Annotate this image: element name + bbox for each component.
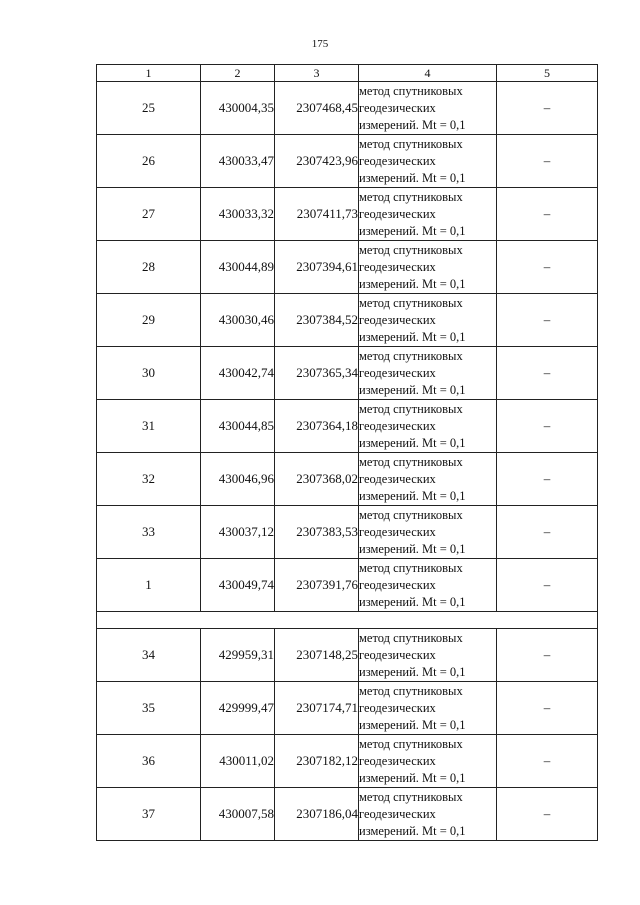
y-coordinate-cell: 2307365,34 <box>275 347 359 400</box>
method-cell <box>359 188 497 241</box>
table-row <box>97 506 598 559</box>
method-line: метод спутниковых <box>359 630 463 645</box>
note-cell: – <box>497 188 598 241</box>
point-number-cell: 30 <box>97 347 201 400</box>
method-line: измерений. Mt = 0,1 <box>359 223 466 238</box>
point-number-cell: 33 <box>97 506 201 559</box>
y-coordinate-cell: 2307182,12 <box>275 735 359 788</box>
note-cell: – <box>497 241 598 294</box>
x-coordinate-cell: 430004,35 <box>201 82 275 135</box>
method-cell <box>359 400 497 453</box>
method-line: метод спутниковых <box>359 736 463 751</box>
method-line: геодезических <box>359 700 436 715</box>
point-number-cell: 35 <box>97 682 201 735</box>
method-cell <box>359 82 497 135</box>
point-number-cell: 29 <box>97 294 201 347</box>
method-line: метод спутниковых <box>359 136 463 151</box>
method-line: геодезических <box>359 259 436 274</box>
point-number-cell: 27 <box>97 188 201 241</box>
note-cell: – <box>497 400 598 453</box>
point-number-cell: 25 <box>97 82 201 135</box>
method-line: измерений. Mt = 0,1 <box>359 117 466 132</box>
note-cell: – <box>497 682 598 735</box>
table-row <box>97 788 598 841</box>
method-line: геодезических <box>359 577 436 592</box>
x-coordinate-cell: 430033,32 <box>201 188 275 241</box>
method-cell <box>359 453 497 506</box>
method-line: измерений. Mt = 0,1 <box>359 594 466 609</box>
method-line: метод спутниковых <box>359 507 463 522</box>
note-cell: – <box>497 788 598 841</box>
y-coordinate-cell: 2307174,71 <box>275 682 359 735</box>
method-line: метод спутниковых <box>359 454 463 469</box>
y-coordinate-cell: 2307391,76 <box>275 559 359 612</box>
x-coordinate-cell: 430033,47 <box>201 135 275 188</box>
x-coordinate-cell: 430007,58 <box>201 788 275 841</box>
method-line: метод спутниковых <box>359 560 463 575</box>
method-cell <box>359 347 497 400</box>
y-coordinate-cell: 2307368,02 <box>275 453 359 506</box>
method-line: геодезических <box>359 418 436 433</box>
method-cell <box>359 135 497 188</box>
x-coordinate-cell: 430011,02 <box>201 735 275 788</box>
table-row <box>97 735 598 788</box>
method-cell <box>359 735 497 788</box>
y-coordinate-cell: 2307383,53 <box>275 506 359 559</box>
method-cell <box>359 788 497 841</box>
y-coordinate-cell: 2307394,61 <box>275 241 359 294</box>
method-line: метод спутниковых <box>359 401 463 416</box>
point-number-cell: 36 <box>97 735 201 788</box>
coordinates-table <box>96 64 598 841</box>
method-line: метод спутниковых <box>359 683 463 698</box>
column-header-3: 3 <box>275 65 359 82</box>
point-number-cell: 28 <box>97 241 201 294</box>
method-cell <box>359 506 497 559</box>
method-line: геодезических <box>359 365 436 380</box>
method-line: геодезических <box>359 471 436 486</box>
point-number-cell: 31 <box>97 400 201 453</box>
table-row <box>97 453 598 506</box>
group-separator-cell <box>97 612 598 629</box>
method-line: геодезических <box>359 753 436 768</box>
method-line: геодезических <box>359 524 436 539</box>
method-line: метод спутниковых <box>359 189 463 204</box>
x-coordinate-cell: 429999,47 <box>201 682 275 735</box>
note-cell: – <box>497 347 598 400</box>
method-line: метод спутниковых <box>359 83 463 98</box>
method-line: геодезических <box>359 100 436 115</box>
point-number-cell: 1 <box>97 559 201 612</box>
y-coordinate-cell: 2307148,25 <box>275 629 359 682</box>
x-coordinate-cell: 429959,31 <box>201 629 275 682</box>
column-header-4: 4 <box>359 65 497 82</box>
method-line: геодезических <box>359 153 436 168</box>
method-line: метод спутниковых <box>359 295 463 310</box>
x-coordinate-cell: 430044,85 <box>201 400 275 453</box>
table-row <box>97 135 598 188</box>
note-cell: – <box>497 82 598 135</box>
method-line: измерений. Mt = 0,1 <box>359 541 466 556</box>
method-line: метод спутниковых <box>359 348 463 363</box>
method-line: геодезических <box>359 806 436 821</box>
column-header-2: 2 <box>201 65 275 82</box>
method-cell <box>359 629 497 682</box>
column-header-1: 1 <box>97 65 201 82</box>
method-line: измерений. Mt = 0,1 <box>359 276 466 291</box>
y-coordinate-cell: 2307384,52 <box>275 294 359 347</box>
y-coordinate-cell: 2307186,04 <box>275 788 359 841</box>
note-cell: – <box>497 559 598 612</box>
method-line: геодезических <box>359 312 436 327</box>
table-row <box>97 347 598 400</box>
point-number-cell: 37 <box>97 788 201 841</box>
y-coordinate-cell: 2307411,73 <box>275 188 359 241</box>
note-cell: – <box>497 629 598 682</box>
table-row <box>97 400 598 453</box>
x-coordinate-cell: 430030,46 <box>201 294 275 347</box>
method-line: измерений. Mt = 0,1 <box>359 823 466 838</box>
table-row <box>97 682 598 735</box>
point-number-cell: 32 <box>97 453 201 506</box>
note-cell: – <box>497 453 598 506</box>
method-line: измерений. Mt = 0,1 <box>359 770 466 785</box>
table-row <box>97 294 598 347</box>
method-line: геодезических <box>359 206 436 221</box>
method-line: измерений. Mt = 0,1 <box>359 664 466 679</box>
method-line: измерений. Mt = 0,1 <box>359 488 466 503</box>
table-body <box>97 82 598 841</box>
method-line: измерений. Mt = 0,1 <box>359 435 466 450</box>
method-cell <box>359 559 497 612</box>
table-row <box>97 629 598 682</box>
method-line: геодезических <box>359 647 436 662</box>
point-number-cell: 26 <box>97 135 201 188</box>
method-line: измерений. Mt = 0,1 <box>359 717 466 732</box>
x-coordinate-cell: 430046,96 <box>201 453 275 506</box>
x-coordinate-cell: 430044,89 <box>201 241 275 294</box>
note-cell: – <box>497 294 598 347</box>
method-cell <box>359 682 497 735</box>
table-row <box>97 188 598 241</box>
group-separator-row <box>97 612 598 629</box>
y-coordinate-cell: 2307423,96 <box>275 135 359 188</box>
x-coordinate-cell: 430042,74 <box>201 347 275 400</box>
column-header-5: 5 <box>497 65 598 82</box>
method-cell <box>359 241 497 294</box>
x-coordinate-cell: 430037,12 <box>201 506 275 559</box>
method-line: измерений. Mt = 0,1 <box>359 382 466 397</box>
x-coordinate-cell: 430049,74 <box>201 559 275 612</box>
page-number: 175 <box>311 38 329 50</box>
method-line: измерений. Mt = 0,1 <box>359 170 466 185</box>
table-row <box>97 241 598 294</box>
method-cell <box>359 294 497 347</box>
method-line: метод спутниковых <box>359 242 463 257</box>
table-row <box>97 82 598 135</box>
note-cell: – <box>497 135 598 188</box>
table-row <box>97 559 598 612</box>
y-coordinate-cell: 2307468,45 <box>275 82 359 135</box>
table-header-row <box>97 65 598 82</box>
note-cell: – <box>497 735 598 788</box>
point-number-cell: 34 <box>97 629 201 682</box>
method-line: метод спутниковых <box>359 789 463 804</box>
y-coordinate-cell: 2307364,18 <box>275 400 359 453</box>
note-cell: – <box>497 506 598 559</box>
method-line: измерений. Mt = 0,1 <box>359 329 466 344</box>
